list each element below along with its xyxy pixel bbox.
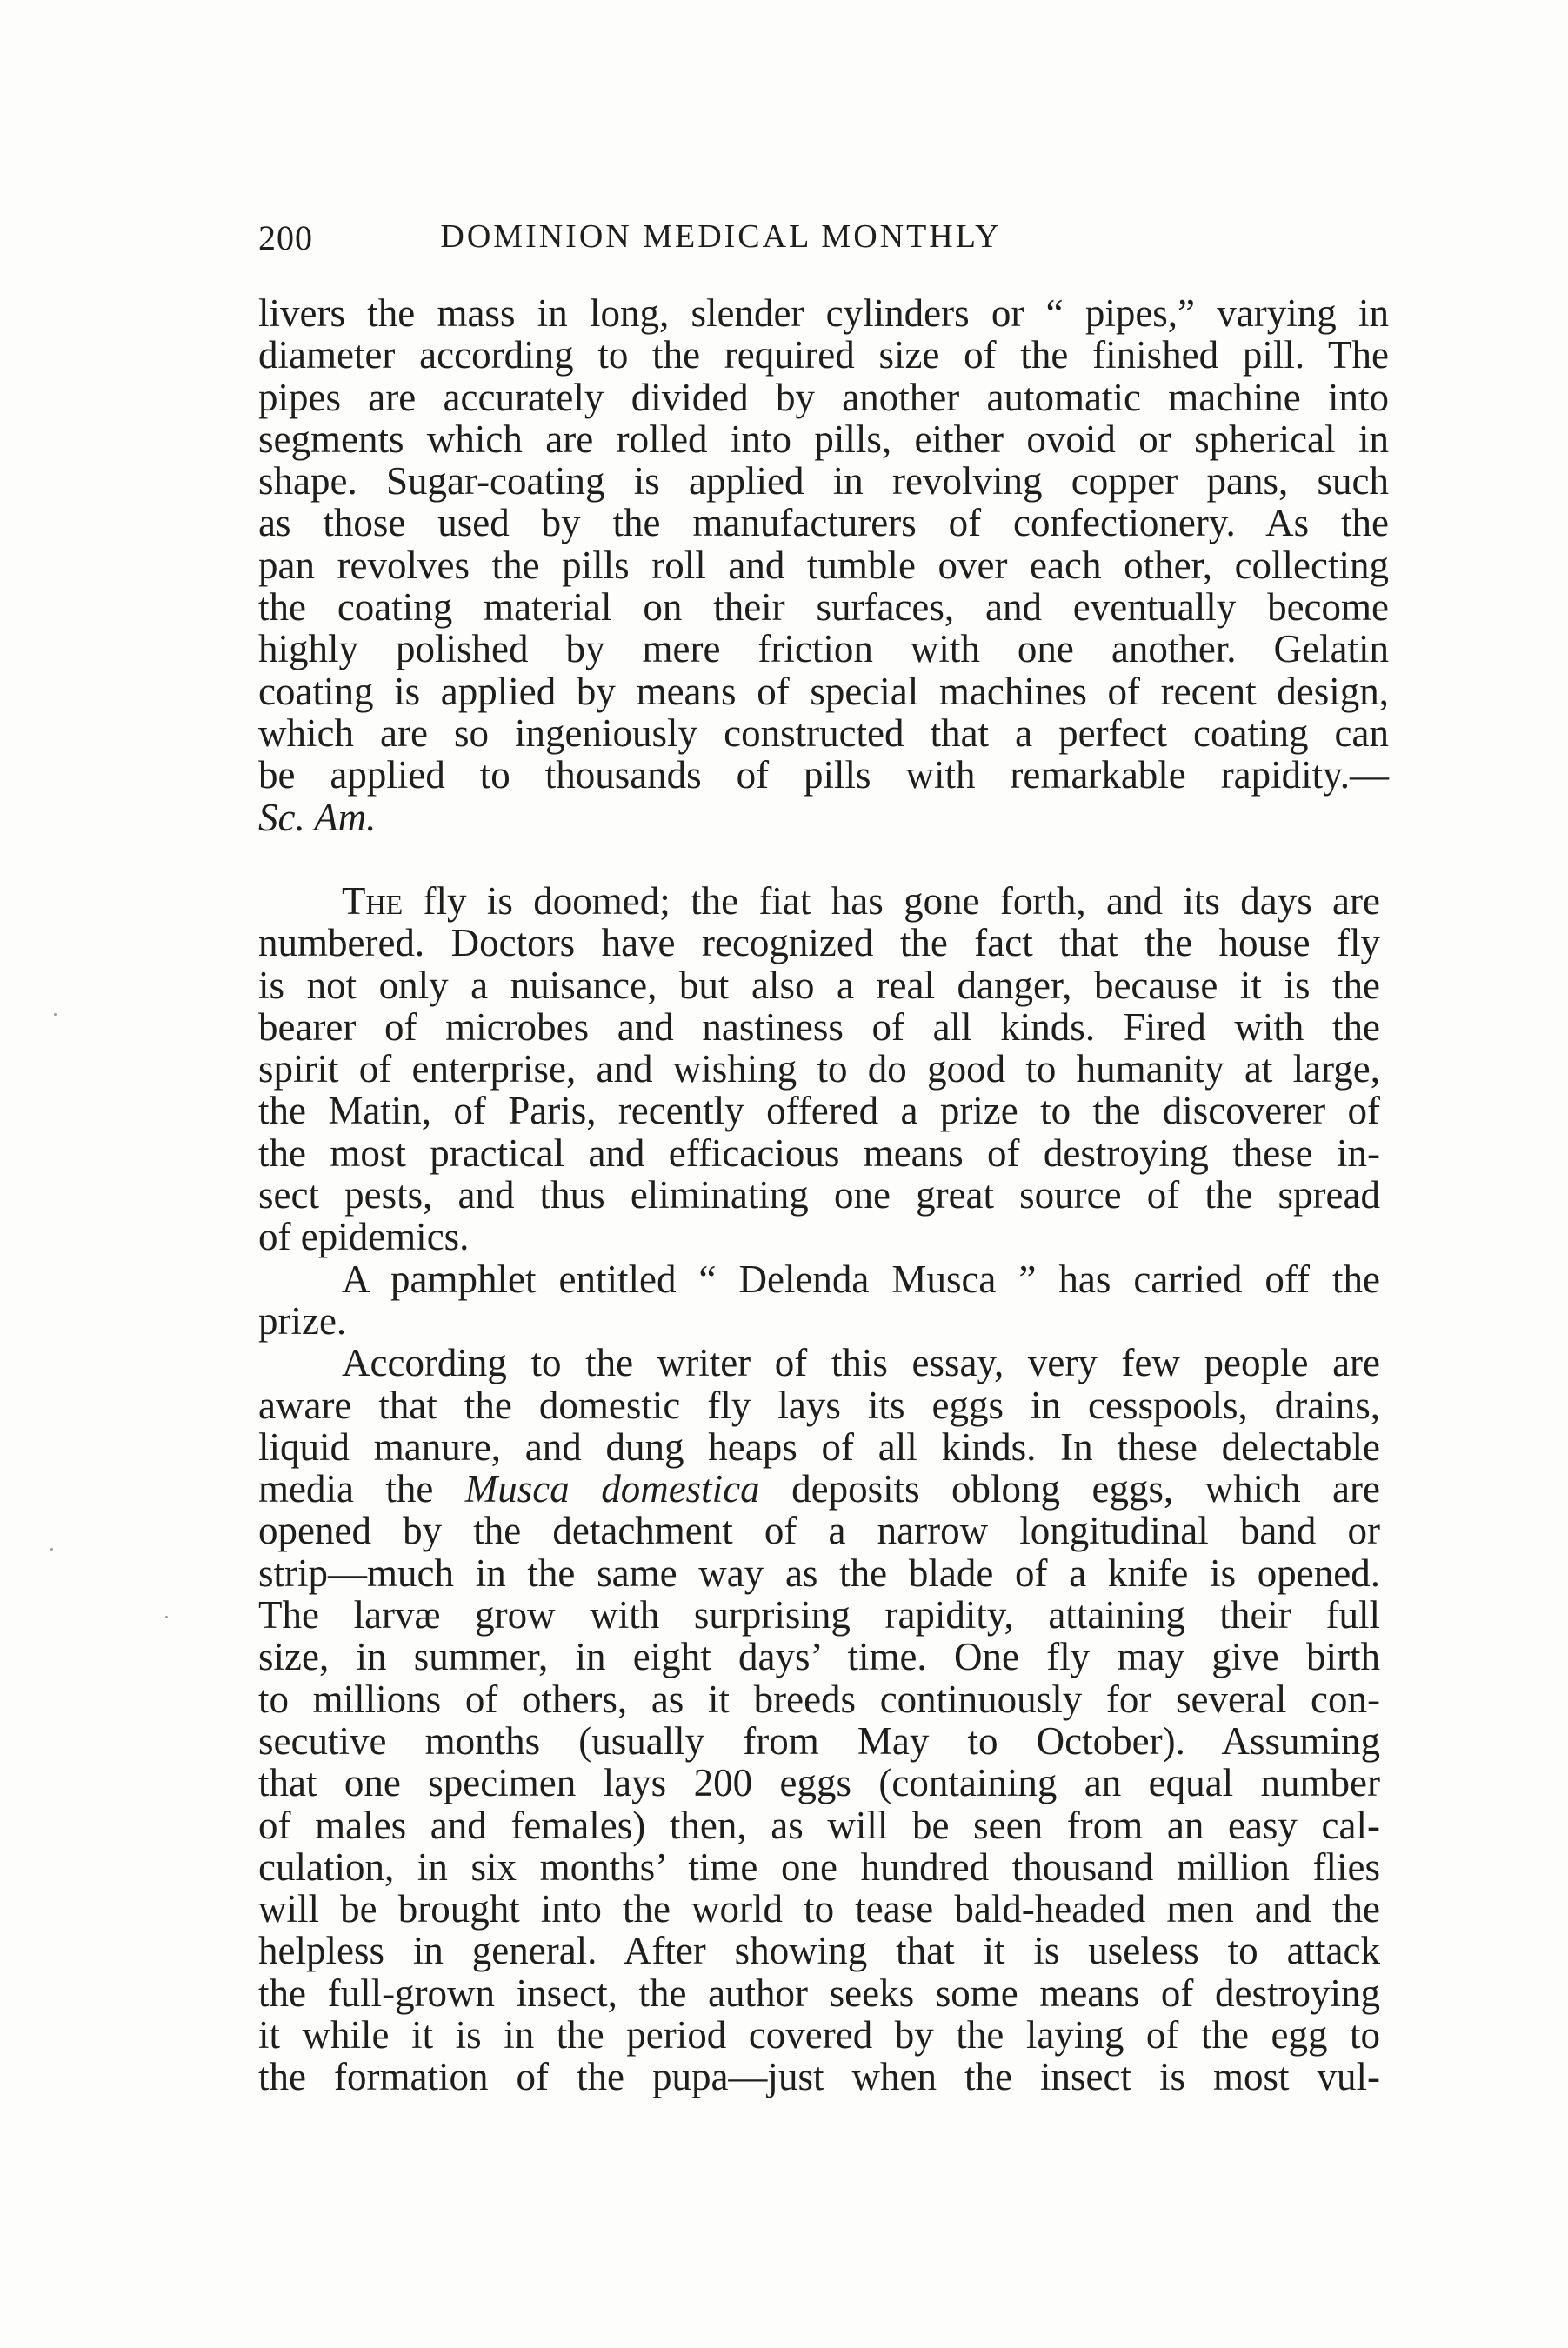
- text-line: pan revolves the pills roll and tumble over each other, collecting: [258, 543, 1389, 587]
- text-line: be applied to thousands of pills with remarkable rapidity.—: [258, 753, 1389, 797]
- text-line: which are so ingeniously constructed that a perfect coating can: [258, 710, 1389, 755]
- text-fragment: fly is doomed; the fiat has gone forth, and its days are: [403, 879, 1380, 923]
- text-line: culation, in six months’ time one hundred thousand million flies: [258, 1844, 1380, 1889]
- text-line: it while it is in the period covered by the laying of the egg to: [258, 2013, 1380, 2058]
- text-line: opened by the detachment of a narrow longitudinal band or: [258, 1509, 1380, 1553]
- lead-word: The: [342, 879, 404, 923]
- text-line: A pamphlet entitled “ Delenda Musca ” has carried off the: [342, 1257, 1380, 1301]
- text-line: the formation of the pupa—just when the insect is most vul-: [258, 2055, 1380, 2099]
- text-column: [258, 291, 1389, 2099]
- source-citation: Sc. Am.: [258, 795, 377, 839]
- journal-title: DOMINION MEDICAL MONTHLY: [440, 218, 1002, 255]
- page-number: 200: [258, 218, 313, 257]
- text-line: is not only a nuisance, but also a real danger, because it is the: [258, 963, 1380, 1007]
- text-line: The larvæ grow with surprising rapidity, attaining their full: [258, 1593, 1380, 1638]
- text-line: numbered. Doctors have recognized the fact that the house fly: [258, 921, 1380, 965]
- text-line: of epidemics.: [258, 1215, 470, 1259]
- text-line: secutive months (usually from May to October). Assuming: [258, 1718, 1380, 1763]
- text-line: will be brought into the world to tease bald-headed men and the: [258, 1887, 1380, 1931]
- text-line: that one specimen lays 200 eggs (containing an equal number: [258, 1761, 1380, 1805]
- text-line: segments which are rolled into pills, either ovoid or spherical in: [258, 417, 1389, 461]
- text-line: According to the writer of this essay, very few people are: [342, 1341, 1380, 1385]
- text-line: size, in summer, in eight days’ time. One fly may give birth: [258, 1635, 1380, 1679]
- text-fragment: deposits oblong eggs, which are: [759, 1467, 1380, 1511]
- text-line: the Matin, of Paris, recently offered a prize to the discoverer of: [258, 1089, 1380, 1133]
- text-line: the coating material on their surfaces, and eventually become: [258, 585, 1389, 630]
- text-line: bearer of microbes and nastiness of all kinds. Fired with the: [258, 1004, 1380, 1049]
- text-line: strip—much in the same way as the blade of a knife is opened.: [258, 1551, 1380, 1595]
- text-line: liquid manure, and dung heaps of all kinds. In these delectable: [258, 1424, 1380, 1469]
- text-line: sect pests, and thus eliminating one great source of the spread: [258, 1173, 1380, 1217]
- text-line: to millions of others, as it breeds continuously for several con-: [258, 1677, 1380, 1721]
- text-line: the full-grown insect, the author seeks some means of destroying: [258, 1971, 1380, 2015]
- text-line: the most practical and efficacious means of destroying these in-: [258, 1131, 1380, 1175]
- text-fragment: media the: [258, 1467, 465, 1511]
- running-head: [258, 217, 1131, 270]
- text-line: prize.: [258, 1298, 347, 1343]
- text-line: [258, 1468, 1380, 1510]
- species-name: Musca domestica: [464, 1467, 760, 1511]
- text-line: spirit of enterprise, and wishing to do good to humanity at large,: [258, 1047, 1380, 1091]
- text-line: highly polished by mere friction with one another. Gelatin: [258, 627, 1389, 671]
- text-line: coating is applied by means of special machines of recent design,: [258, 669, 1389, 713]
- text-line: livers the mass in long, slender cylinders or “ pipes,” varying in: [258, 291, 1389, 335]
- text-line: aware that the domestic fly lays its eggs in cesspools, drains,: [258, 1383, 1380, 1427]
- house-fly-article: [258, 880, 1389, 2098]
- paper-speck: [54, 1013, 57, 1016]
- text-line: [258, 880, 1380, 922]
- text-line: as those used by the manufacturers of confectionery. As the: [258, 501, 1389, 545]
- pill-manufacture-paragraph: [258, 292, 1389, 838]
- paper-speck: [165, 1616, 168, 1618]
- paper-speck: [50, 1548, 53, 1551]
- text-line: shape. Sugar-coating is applied in revolving copper pans, such: [258, 459, 1389, 504]
- text-line: of males and females) then, as will be seen from an easy cal-: [258, 1803, 1380, 1847]
- text-line: diameter according to the required size of the finished pill. The: [258, 333, 1389, 377]
- text-line: pipes are accurately divided by another automatic machine into: [258, 375, 1389, 419]
- text-line: helpless in general. After showing that it is useless to attack: [258, 1929, 1380, 1973]
